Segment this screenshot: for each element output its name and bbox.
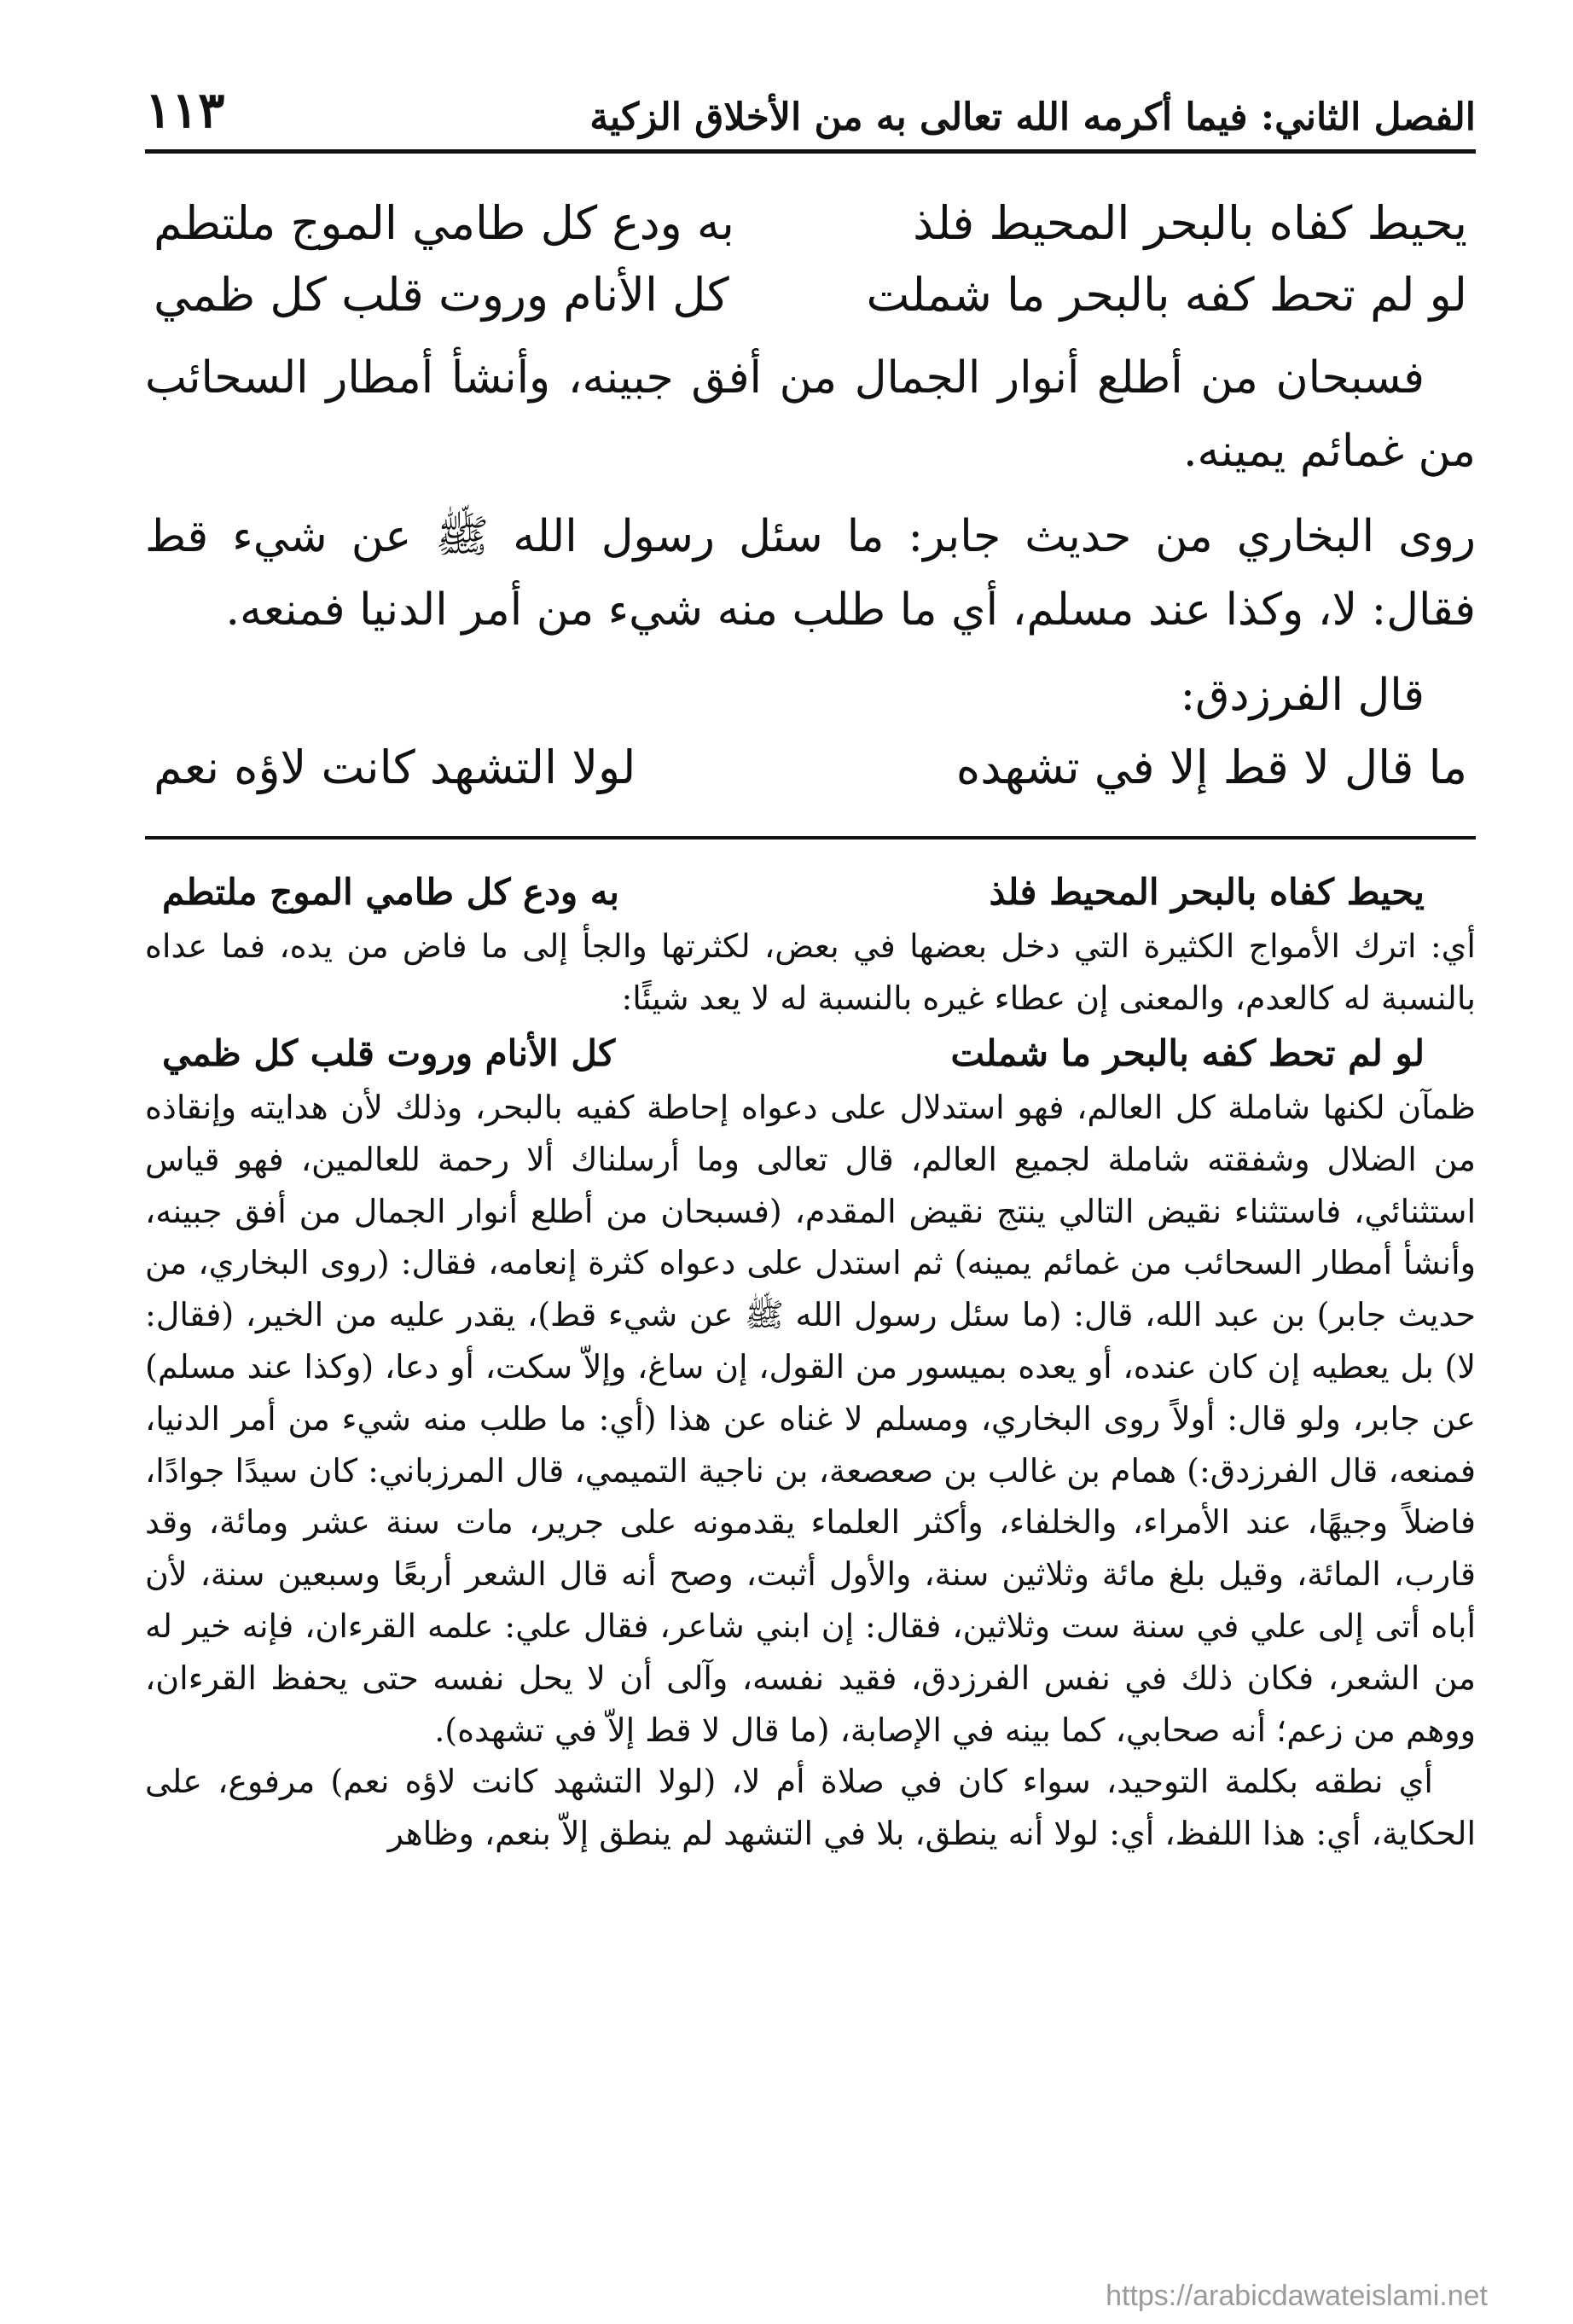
page-number: ١١٣ — [145, 81, 225, 139]
watermark-url: https://arabicdawateislami.net — [1106, 2280, 1488, 2312]
verse-hemistich: به ودع كل طامي الموج ملتطم — [154, 196, 734, 250]
verse-hemistich: ما قال لا قط إلا في تشهده — [955, 741, 1467, 795]
chapter-title: الفصل الثاني: فيما أكرمه الله تعالى به من الأخلاق الزكية — [589, 96, 1476, 139]
verse-hemistich: يحيط كفاه بالبحر المحيط فلذ — [989, 871, 1425, 914]
commentary-paragraph: ظمآن لكنها شاملة كل العالم، فهو استدلال على دعواه إحاطة كفيه بالبحر، وذلك لأن هدايته وإنقاذه من الضلال وشفقته شاملة لجميع العالم، قال تعالى وما أرسلناك ألا رحمة للعالمين، فهو قياس استثنائي، فاستثناء نقيض التالي ينتج نقيض المقدم، (فسبحان من أطلع أنوار الجمال من أفق جبينه، وأنشأ أمطار السحائب من غمائم يمينه) ثم استدل على دعواه كثرة إنعامه، فقال: (روى البخاري، من حديث جابر) بن عبد الله، قال: (ما سئل رسول الله ﷺ عن شيء قط)، يقدر عليه من الخير، (فقال: لا) بل يعطيه إن كان عنده، أو يعده بميسور من القول، إن ساغ، وإلاّ سكت، أو دعا، (وكذا عند مسلم) عن جابر، ولو قال: أولاً روى البخاري، ومسلم لا غناه عن هذا (أي: ما طلب منه شيء من أمر الدنيا، فمنعه، قال الفرزدق:) همام بن غالب بن صعصعة، بن ناجية التميمي، قال المرزباني: كان سيدًا جوادًا، فاضلاً وجيهًا، عند الأمراء، والخلفاء، وأكثر العلماء يقدمونه على جرير، مات سنة عشر ومائة، وقد قارب، المائة، وقيل بلغ مائة وثلاثين سنة، والأول أثبت، وصح أنه قال الشعر أربعًا وسبعين سنة، لأن أباه أتى إلى علي في سنة ست وثلاثين، فقال: إن ابني شاعر، فقال علي: علمه القرءان، فإنه خير له من الشعر، فكان ذلك في نفس الفرزدق، فقيد نفسه، وآلى أن لا يحل نفسه حتى يحفظ القرءان، ووهم من زعم؛ أنه صحابي، كما بينه في الإصابة، (ما قال لا قط إلاّ في تشهده). — [145, 1089, 1476, 1749]
commentary-verse-line — [145, 863, 1476, 921]
main-paragraph: قال الفرزدق: — [1180, 669, 1425, 721]
main-paragraph: روى البخاري من حديث جابر: ما سئل رسول الله ﷺ عن شيء قط فقال: لا، وكذا عند مسلم، أي ما طلب منه شيء من أمر الدنيا فمنعه. — [145, 510, 1476, 636]
verse-line — [145, 259, 1476, 331]
commentary-paragraph: أي نطقه بكلمة التوحيد، سواء كان في صلاة أم لا، (لولا التشهد كانت لاؤه نعم) مرفوع، على الحكاية، أي: هذا اللفظ، أي: لولا أنه ينطق، بلا في التشهد لم ينطق إلاّ بنعم، وظاهر — [145, 1763, 1476, 1853]
main-paragraph: فسبحان من أطلع أنوار الجمال من أفق جبينه، وأنشأ أمطار السحائب من غمائم يمينه. — [145, 352, 1476, 478]
verse-hemistich: لو لم تحط كفه بالبحر ما شملت — [950, 1031, 1425, 1074]
verse-hemistich: لولا التشهد كانت لاؤه نعم — [154, 741, 636, 795]
verse-line — [145, 188, 1476, 259]
verse-hemistich: كل الأنام وروت قلب كل ظمي — [162, 1031, 616, 1074]
verse-hemistich: كل الأنام وروت قلب كل ظمي — [154, 267, 729, 322]
verse-hemistich: يحيط كفاه بالبحر المحيط فلذ — [913, 196, 1467, 250]
verse-hemistich: به ودع كل طامي الموج ملتطم — [162, 871, 619, 914]
verse-line — [145, 732, 1476, 804]
page-header — [145, 81, 1476, 154]
commentary-paragraph: أي: اترك الأمواج الكثيرة التي دخل بعضها في بعض، لكثرتها والجأ إلى ما فاض من يده، فما عداه بالنسبة له كالعدم، والمعنى إن عطاء غيره بالنسبة له لا يعد شيئًا: — [145, 927, 1476, 1018]
book-page — [145, 81, 1476, 1860]
commentary-verse-line — [145, 1025, 1476, 1082]
verse-hemistich: لو لم تحط كفه بالبحر ما شملت — [866, 267, 1467, 322]
section-divider — [145, 836, 1476, 840]
